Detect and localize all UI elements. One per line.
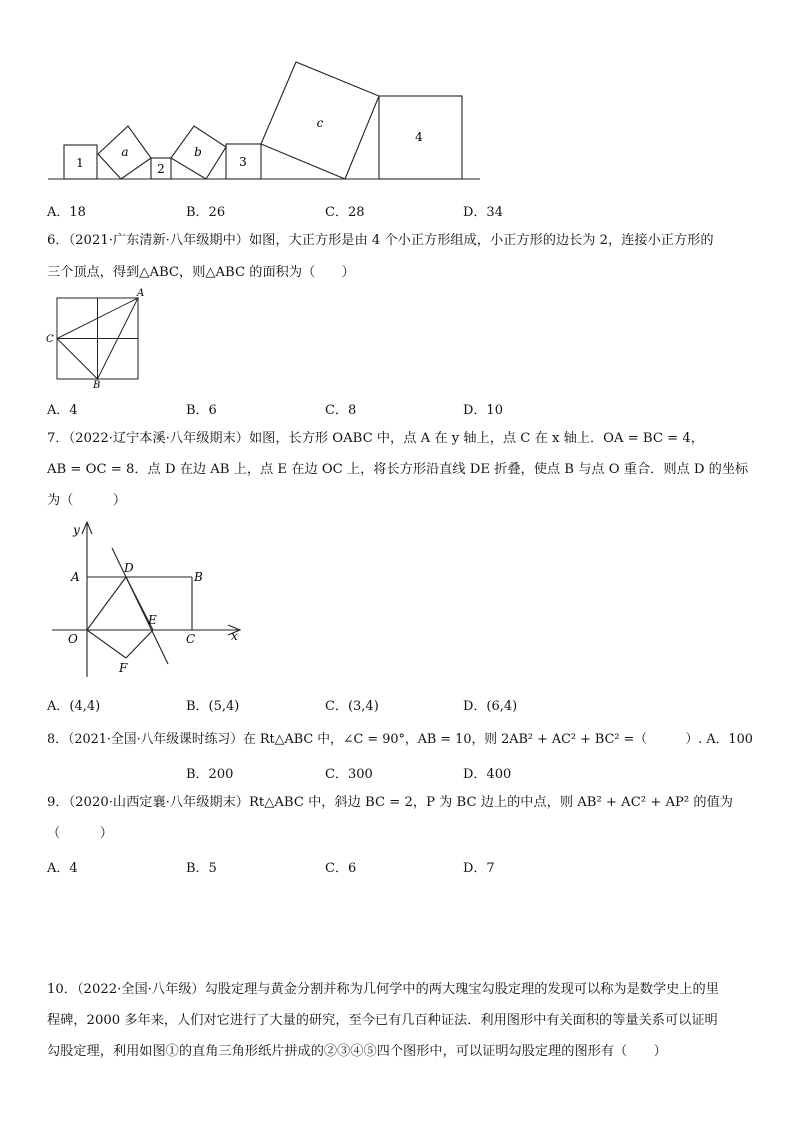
q7-label-e: E bbox=[148, 613, 157, 627]
q6-grid-figure bbox=[40, 286, 150, 390]
q9-option-d: D．7 bbox=[463, 861, 495, 876]
q5-option-c: C．28 bbox=[325, 205, 365, 220]
q9-text-line2: （ ） bbox=[47, 826, 113, 841]
q7-label-c: C bbox=[186, 632, 196, 646]
q6-option-d: D．10 bbox=[463, 403, 503, 418]
q5-label-c: c bbox=[316, 116, 324, 130]
q10-text-line2: 程碑，2000 多年来，人们对它进行了大量的研究，至今已有几百种证法．利用图形中有关面积的等量关系可以证明 bbox=[47, 1013, 718, 1028]
q5-label-3: 3 bbox=[239, 155, 247, 169]
q8-option-b: B．200 bbox=[186, 767, 234, 782]
q9-option-c: C．6 bbox=[325, 861, 357, 876]
q5-label-4: 4 bbox=[415, 130, 423, 144]
q7-label-y: y bbox=[73, 523, 80, 537]
q7-label-d: D bbox=[124, 561, 134, 575]
q10-text-line1: 10．（2022·全国·八年级）勾股定理与黄金分割并称为几何学中的两大瑰宝勾股定理的发现可以称为是数学史上的里 bbox=[47, 982, 719, 997]
q7-option-d: D．(6,4) bbox=[463, 699, 518, 714]
q6-text-line2: 三个顶点，得到△ABC，则△ABC 的面积为（ ） bbox=[47, 265, 355, 280]
q6-text-line1: 6．（2021·广东清新·八年级期中）如图，大正方形是由 4 个小正方形组成，小正方形的边长为 2，连接小正方形的 bbox=[47, 233, 714, 248]
q6-option-b: B．6 bbox=[186, 403, 217, 418]
q5-option-a: A．18 bbox=[47, 205, 86, 220]
q8-text-line1: 8．（2021·全国·八年级课时练习）在 Rt△ABC 中，∠C = 90°，AB = 10，则 2AB² + AC² + BC² =（ ）. A．100 bbox=[47, 732, 753, 747]
q5-label-1: 1 bbox=[76, 156, 84, 170]
q6-option-a: A．4 bbox=[47, 403, 78, 418]
q8-option-d: D．400 bbox=[463, 767, 512, 782]
q7-label-o: O bbox=[68, 632, 78, 646]
q7-label-b: B bbox=[194, 570, 203, 584]
q5-squares-figure bbox=[0, 0, 794, 200]
q9-option-a: A．4 bbox=[47, 861, 78, 876]
q7-label-a: A bbox=[71, 570, 80, 584]
q5-label-b: b bbox=[194, 145, 202, 159]
q5-option-d: D．34 bbox=[463, 205, 503, 220]
q7-coordinate-figure bbox=[40, 512, 250, 682]
q7-label-f: F bbox=[119, 661, 128, 675]
q10-text-line3: 勾股定理，利用如图①的直角三角形纸片拼成的②③④⑤四个图形中，可以证明勾股定理的图形有（ ） bbox=[47, 1044, 667, 1059]
q6-label-c: C bbox=[46, 334, 54, 345]
q7-text-line1: 7．（2022·辽宁本溪·八年级期末）如图，长方形 OABC 中，点 A 在 y 轴上，点 C 在 x 轴上．OA = BC = 4， bbox=[47, 431, 704, 446]
q9-option-b: B．5 bbox=[186, 861, 217, 876]
q6-label-a: A bbox=[137, 288, 145, 299]
q5-label-2: 2 bbox=[157, 162, 165, 176]
q7-text-line2: AB = OC = 8．点 D 在边 AB 上，点 E 在边 OC 上，将长方形沿直线 DE 折叠，使点 B 与点 O 重合．则点 D 的坐标 bbox=[47, 462, 749, 477]
q7-text-line3: 为（ ） bbox=[47, 493, 127, 508]
q7-option-a: A．(4,4) bbox=[47, 699, 101, 714]
q5-option-b: B．26 bbox=[186, 205, 226, 220]
q7-option-c: C．(3,4) bbox=[325, 699, 379, 714]
q7-label-x: x bbox=[231, 629, 238, 643]
q5-label-a: a bbox=[121, 145, 129, 159]
q9-text-line1: 9．（2020·山西定襄·八年级期末）Rt△ABC 中，斜边 BC = 2，P 为 BC 边上的中点，则 AB² + AC² + AP² 的值为 bbox=[47, 795, 733, 810]
q8-option-c: C．300 bbox=[325, 767, 373, 782]
q6-option-c: C．8 bbox=[325, 403, 357, 418]
q6-label-b: B bbox=[93, 380, 101, 390]
q7-option-b: B．(5,4) bbox=[186, 699, 240, 714]
